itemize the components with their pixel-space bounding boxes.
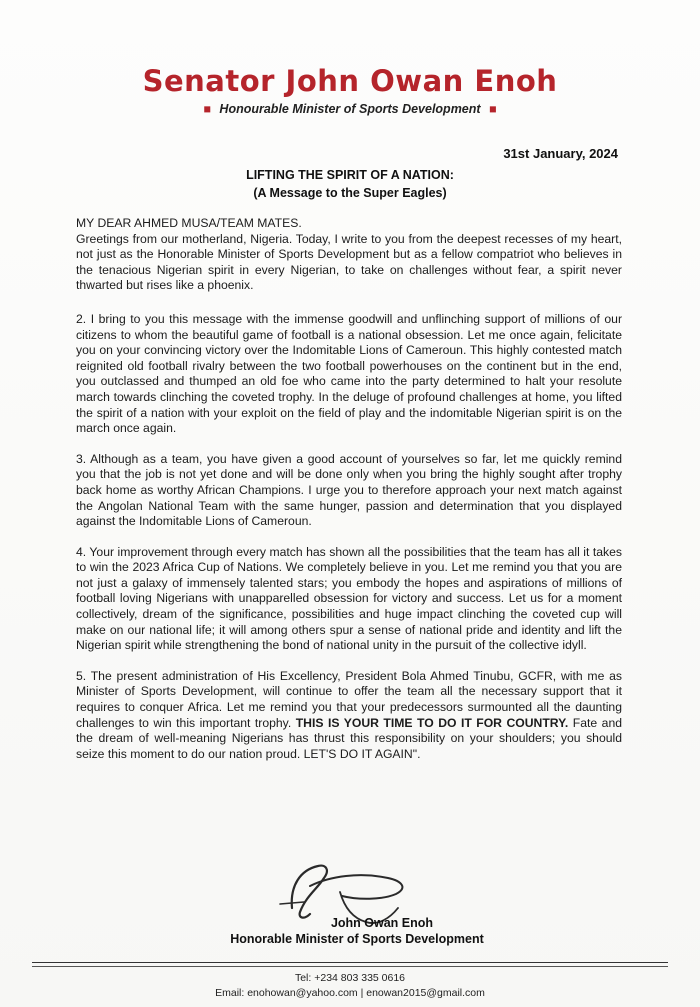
signer-name: John Owan Enoh bbox=[330, 916, 434, 930]
letter-title bbox=[0, 166, 700, 202]
paragraph-5-end: Fate and the dream of well-meaning Nigerians has thrust this responsibility on your shoulders; you should seize this moment to do our nation proud. LET'S DO IT AGAIN". bbox=[76, 715, 622, 761]
letter-date: 31st January, 2024 bbox=[503, 146, 618, 161]
paragraph-1 bbox=[76, 216, 622, 294]
title-line-1: LIFTING THE SPIRIT OF A NATION: bbox=[246, 168, 454, 182]
paragraph-2: 2. I bring to you this message with the immense goodwill and unflinching support of millions of our citizens to whom the beautiful game of football is a national obsession. Let me once again, felicitate you on your convincing victory over the Indomitable Lions of Cameroun. This highly contested match reignited old football rivalry between the two football powerhouses on the continent but in the end, you outclassed and thumped an old foe who came into the party determined to halt your resolute march towards clinching the coveted trophy. In the deluge of profound challenges at home, you lifted the spirit of a nation with your exploit on the field of play and the indomitable Nigerian spirit is on the march once again. bbox=[76, 311, 622, 436]
letterhead-subtitle bbox=[0, 102, 700, 116]
salutation: MY DEAR AHMED MUSA/TEAM MATES. bbox=[76, 216, 302, 230]
letterhead-name: Senator John Owan Enoh bbox=[142, 64, 558, 98]
footer-telephone: Tel: +234 803 335 0616 bbox=[294, 972, 406, 984]
letterhead-subtitle-text: Honourable Minister of Sports Development bbox=[219, 102, 481, 116]
paragraph-5-start: 5. The present administration of His Excellency, President Bola Ahmed Tinubu, GCFR, with me as Minister of Sports Development, will continue to offer the team all the necessary support that it requires to conquer Africa. Let me remind you that your predecessors surmounted all the daunting challenges to win this important trophy. bbox=[76, 668, 622, 730]
footer-email: Email: enohowan@yahoo.com | enowan2015@gmail.com bbox=[215, 987, 485, 999]
bullet-right: ■ bbox=[489, 102, 497, 116]
paragraph-5 bbox=[76, 669, 622, 763]
signer-role: Honorable Minister of Sports Development bbox=[230, 932, 484, 946]
letter-body bbox=[76, 216, 622, 777]
signer-block bbox=[222, 915, 492, 947]
paragraph-4: 4. Your improvement through every match has shown all the possibilities that the team has all it takes to win the 2023 Africa Cup of Nations. We completely believe in you. Let me remind you that you are not just a galaxy of immensely talented stars; you embody the hopes and aspirations of millions of football loving Nigerians with unapparelled obsession for victory and success. Let us for a moment collectively, dream of the significance, possibilities and huge impact clinching the coveted cup will make on our national life; it will among others spur a sense of national pride and identity and lift the Nigerian spirit while strengthening the bond of national unity in the pursuit of the collective idyll. bbox=[76, 544, 622, 653]
bullet-left: ■ bbox=[203, 102, 211, 116]
paragraph-5-bold: THIS IS YOUR TIME TO DO IT FOR COUNTRY. bbox=[295, 715, 569, 730]
paragraph-3: 3. Although as a team, you have given a good account of yourselves so far, let me quickly remind you that the job is not yet done and will be done only when you bring the highly sought after trophy back home as worthy African Champions. I urge you to therefore approach your next match against the Angolan National Team with the same hunger, passion and determination that you displayed against the Indomitable Lions of Cameroun. bbox=[76, 451, 622, 529]
title-line-2: (A Message to the Super Eagles) bbox=[253, 186, 447, 200]
footer-divider-bottom bbox=[32, 966, 668, 967]
paragraph-1-text: Greetings from our motherland, Nigeria. Today, I write to you from the deepest recesses of my heart, not just as the Honorable Minister of Sports Development but as a fellow compatriot who believes in the tenacious Nigerian spirit in every Nigerian, to take on challenges without fear, a spirit never thwarted but rises like a phoenix. bbox=[76, 231, 622, 293]
footer-divider-top bbox=[32, 962, 668, 963]
